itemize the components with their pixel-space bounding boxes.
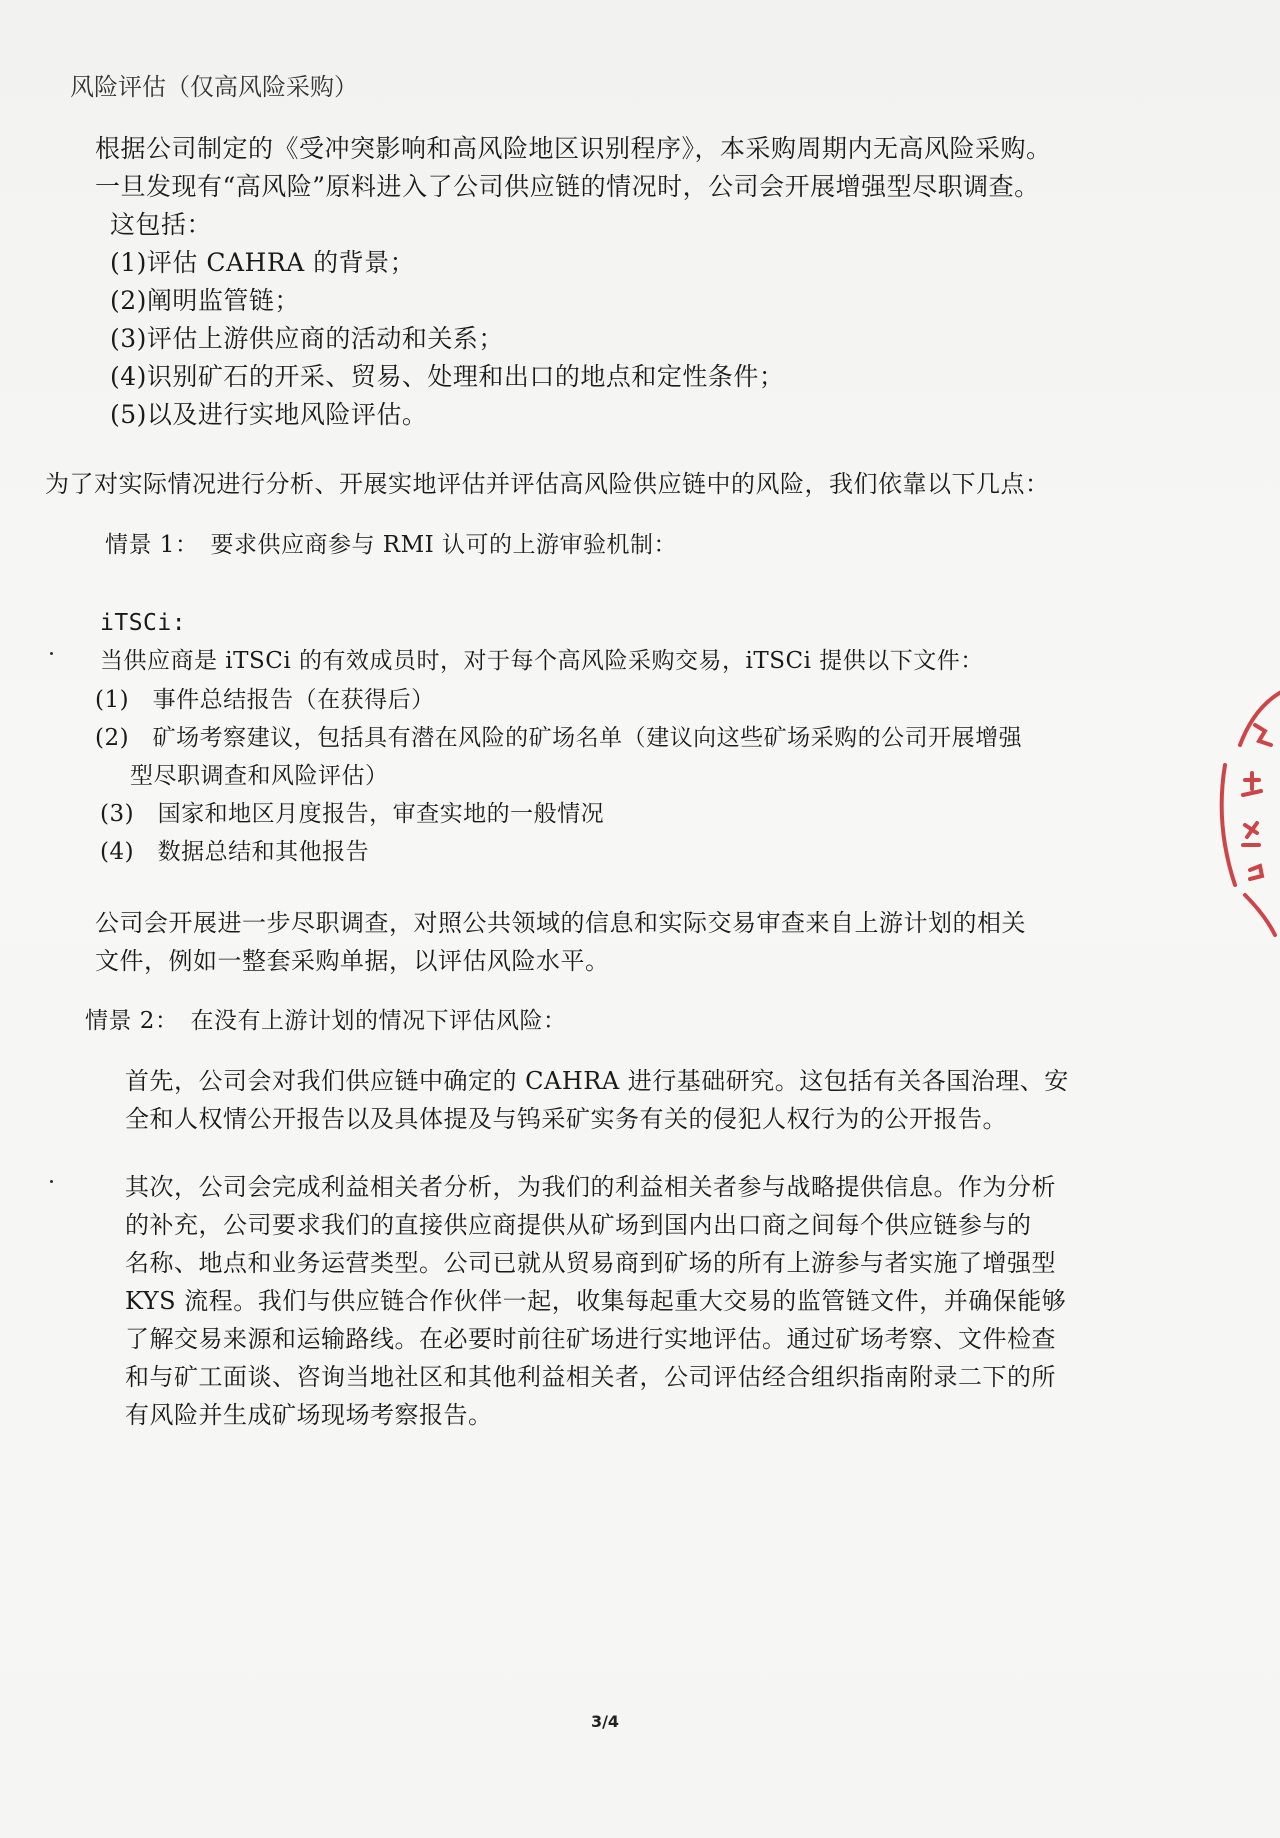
scenario-2-para2-line: 名称、地点和业务运营类型。公司已就从贸易商到矿场的所有上游参与者实施了增强型 xyxy=(125,1249,1056,1277)
section-header: 风险评估（仅高风险采购） xyxy=(70,73,358,101)
intro-list-item: (3)评估上游供应商的活动和关系； xyxy=(110,324,504,353)
scenario-2-para2-line: 其次，公司会完成利益相关者分析，为我们的利益相关者参与战略提供信息。作为分析 xyxy=(125,1173,1056,1201)
intro-list-item: (1)评估 CAHRA 的背景； xyxy=(110,248,416,277)
itsci-label: iTSCi: xyxy=(100,610,187,636)
intro-list-item: (2)阐明监管链； xyxy=(110,286,300,315)
stamp-arc xyxy=(1245,895,1275,935)
scenario-2-para2-line: KYS 流程。我们与供应链合作伙伴一起，收集每起重大交易的监管链文件，并确保能够 xyxy=(125,1287,1067,1315)
scan-speck xyxy=(50,1180,53,1183)
itsci-list-item: (4) 数据总结和其他报告 xyxy=(100,839,370,865)
stamp-arc xyxy=(1222,765,1235,885)
itsci-intro: 当供应商是 iTSCi 的有效成员时，对于每个高风险采购交易，iTSCi 提供以下文件： xyxy=(100,648,984,674)
stamp-glyph xyxy=(1243,823,1259,845)
stamp-glyph xyxy=(1243,773,1261,795)
scenario-2-heading: 情景 2： 在没有上游计划的情况下评估风险： xyxy=(85,1008,567,1034)
page-number: 3/4 xyxy=(590,1712,620,1731)
scenario-1-heading: 情景 1： 要求供应商参与 RMI 认可的上游审验机制： xyxy=(105,532,678,558)
scenario-2-para2-line: 了解交易来源和运输路线。在必要时前往矿场进行实地评估。通过矿场考察、文件检查 xyxy=(125,1325,1056,1353)
followup-line-1: 公司会开展进一步尽职调查，对照公共领域的信息和实际交易审查来自上游计划的相关 xyxy=(95,909,1026,937)
company-seal-stamp xyxy=(1215,685,1280,945)
intro-line-1: 根据公司制定的《受冲突影响和高风险地区识别程序》，本采购周期内无高风险采购。 xyxy=(95,134,1052,163)
scenario-2-para1-line: 全和人权情公开报告以及具体提及与钨采矿实务有关的侵犯人权行为的公开报告。 xyxy=(125,1105,1007,1133)
intro-list-item: (4)识别矿石的开采、贸易、处理和出口的地点和定性条件； xyxy=(110,362,785,391)
itsci-list-item: (3) 国家和地区月度报告，审查实地的一般情况 xyxy=(100,801,605,827)
intro-line-2: 一旦发现有“高风险”原料进入了公司供应链的情况时，公司会开展增强型尽职调查。 xyxy=(95,172,1040,201)
itsci-list-item: (1) 事件总结报告（在获得后） xyxy=(95,687,435,713)
reliance-text: 为了对实际情况进行分析、开展实地评估并评估高风险供应链中的风险，我们依靠以下几点： xyxy=(45,470,1050,498)
scenario-2-para2-line: 和与矿工面谈、咨询当地社区和其他利益相关者，公司评估经合组织指南附录二下的所 xyxy=(125,1363,1056,1391)
followup-line-2: 文件，例如一整套采购单据，以评估风险水平。 xyxy=(95,947,610,975)
scan-speck xyxy=(50,652,53,655)
intro-list-item: (5)以及进行实地风险评估。 xyxy=(110,400,428,429)
intro-line-3: 这包括： xyxy=(110,210,213,239)
scenario-2-para1-line: 首先，公司会对我们供应链中确定的 CAHRA 进行基础研究。这包括有关各国治理、安 xyxy=(125,1067,1069,1095)
itsci-list-item-continued: 型尽职调查和风险评估） xyxy=(130,763,389,789)
stamp-glyph xyxy=(1250,866,1262,879)
scenario-2-para2-line: 有风险并生成矿场现场考察报告。 xyxy=(125,1401,493,1429)
scenario-2-para2-line: 的补充，公司要求我们的直接供应商提供从矿场到国内出口商之间每个供应链参与的 xyxy=(125,1211,1032,1239)
stamp-glyph xyxy=(1255,725,1271,745)
itsci-list-item: (2) 矿场考察建议，包括具有潜在风险的矿场名单（建议向这些矿场采购的公司开展增强 xyxy=(95,725,1023,751)
